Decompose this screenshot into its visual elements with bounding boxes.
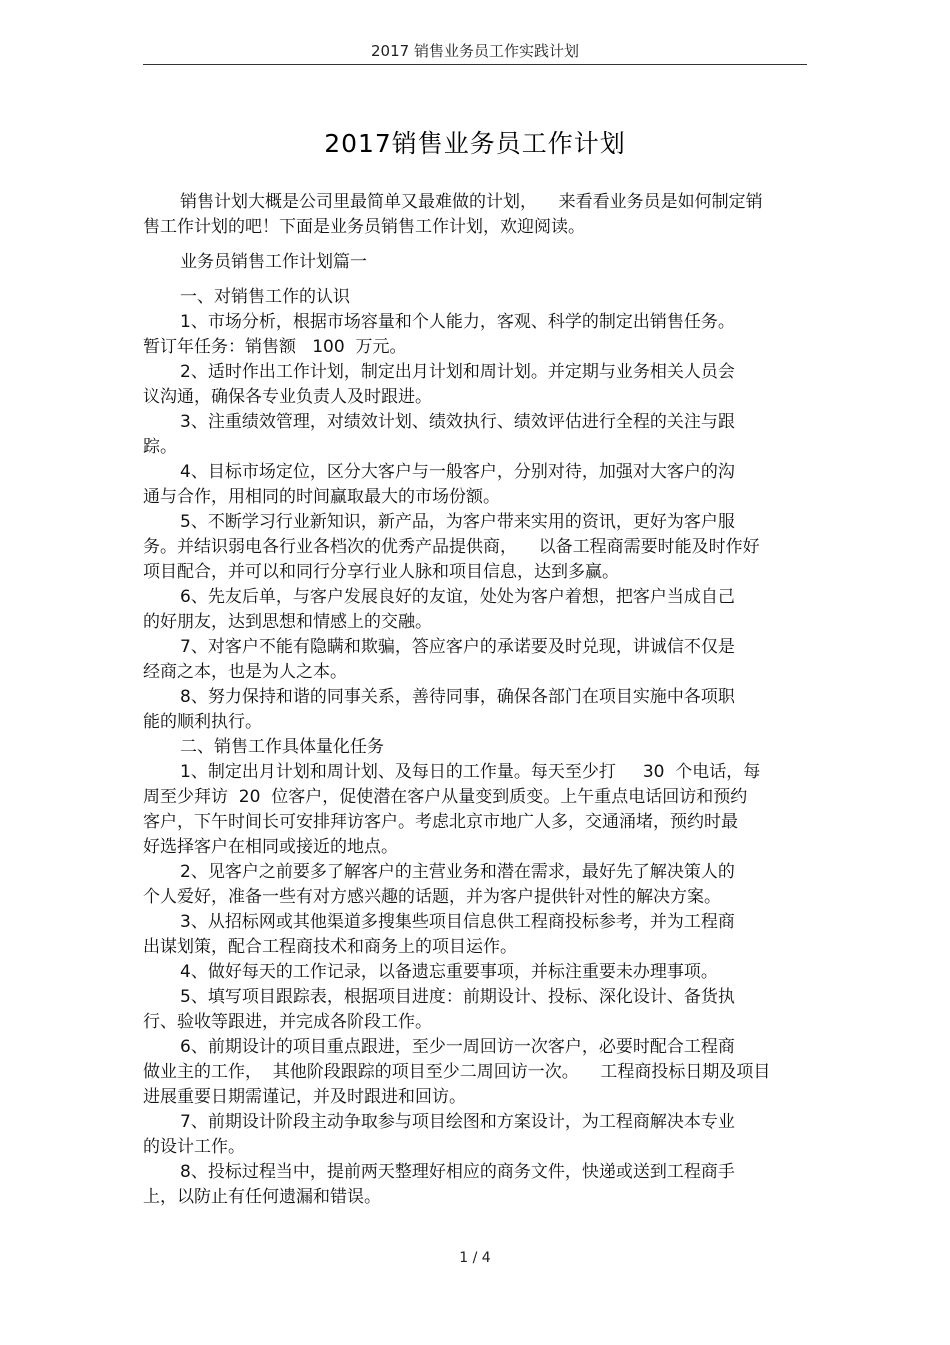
paragraph-line: 6、前期设计的项目重点跟进，至少一周回访一次客户，必要时配合工程商 (180, 1037, 735, 1057)
paragraph-line: 客户，下午时间长可安排拜访客户。考虑北京市地广人多，交通涌堵，预约时最 (143, 812, 738, 832)
paragraph-line: 8、投标过程当中，提前两天整理好相应的商务文件，快递或送到工程商手 (180, 1162, 735, 1182)
document-body (143, 190, 803, 1210)
paragraph-line: 暂订年任务：销售额 100 万元。 (143, 337, 407, 357)
paragraph-line: 7、对客户不能有隐瞒和欺骗，答应客户的承诺要及时兑现，讲诚信不仅是 (180, 637, 735, 657)
paragraph-line: 通与合作，用相同的时间赢取最大的市场份额。 (143, 487, 500, 507)
paragraph-line: 出谋划策，配合工程商技术和商务上的项目运作。 (143, 937, 517, 957)
paragraph-line: 3、注重绩效管理，对绩效计划、绩效执行、绩效评估进行全程的关注与跟 (180, 412, 735, 432)
document-title: 2017销售业务员工作计划 (324, 129, 626, 158)
section-heading: 二、销售工作具体量化任务 (180, 737, 384, 757)
paragraph-line: 进展重要日期需谨记，并及时跟进和回访。 (143, 1087, 466, 1107)
paragraph-line: 5、不断学习行业新知识，新产品，为客户带来实用的资讯，更好为客户服 (180, 512, 735, 532)
paragraph-line: 踪。 (143, 437, 177, 457)
paragraph-line: 上，以防止有任何遗漏和错误。 (143, 1187, 381, 1207)
paragraph-line: 1、市场分析，根据市场容量和个人能力，客观、科学的制定出销售任务。 (180, 312, 735, 332)
paragraph-line: 议沟通，确保各专业负责人及时跟进。 (143, 387, 432, 407)
paragraph-line: 4、目标市场定位，区分大客户与一般客户，分别对待，加强对大客户的沟 (180, 462, 735, 482)
paragraph-line: 5、填写项目跟踪表，根据项目进度：前期设计、投标、深化设计、备货执 (180, 987, 735, 1007)
paragraph-line: 3、从招标网或其他渠道多搜集些项目信息供工程商投标参考，并为工程商 (180, 912, 735, 932)
section-heading: 一、对销售工作的认识 (180, 287, 350, 307)
paragraph-line: 售工作计划的吧！下面是业务员销售工作计划，欢迎阅读。 (143, 217, 585, 237)
paragraph-line: 好选择客户在相同或接近的地点。 (143, 837, 398, 857)
section-heading: 业务员销售工作计划篇一 (180, 252, 367, 272)
paragraph-line: 的设计工作。 (143, 1137, 245, 1157)
paragraph-line: 2、见客户之前要多了解客户的主营业务和潜在需求，最好先了解决策人的 (180, 862, 735, 882)
header-divider (143, 64, 807, 65)
paragraph-line: 行、验收等跟进，并完成各阶段工作。 (143, 1012, 432, 1032)
paragraph-line: 销售计划大概是公司里最简单又最难做的计划， 来看看业务员是如何制定销 (180, 192, 763, 212)
paragraph-line: 项目配合，并可以和同行分享行业人脉和项目信息，达到多赢。 (143, 562, 619, 582)
paragraph-line: 4、做好每天的工作记录，以备遗忘重要事项，并标注重要未办理事项。 (180, 962, 718, 982)
paragraph-line: 7、前期设计阶段主动争取参与项目绘图和方案设计，为工程商解决本专业 (180, 1112, 735, 1132)
paragraph-line: 周至少拜访 20 位客户，促使潜在客户从量变到质变。上午重点电话回访和预约 (143, 787, 748, 807)
paragraph-line: 务。并结识弱电各行业各档次的优秀产品提供商， 以备工程商需要时能及时作好 (143, 537, 760, 557)
paragraph-line: 能的顺利执行。 (143, 712, 262, 732)
paragraph-line: 做业主的工作， 其他阶段跟踪的项目至少二周回访一次。 工程商投标日期及项目 (143, 1062, 771, 1082)
page-number: 1 / 4 (459, 1250, 491, 1266)
paragraph-line: 2、适时作出工作计划，制定出月计划和周计划。并定期与业务相关人员会 (180, 362, 735, 382)
running-header: 2017 销售业务员工作实践计划 (371, 42, 579, 60)
paragraph-line: 1、制定出月计划和周计划、及每日的工作量。每天至少打 30 个电话，每 (180, 762, 761, 782)
paragraph-gap (143, 240, 803, 250)
paragraph-line: 6、先友后单，与客户发展良好的友谊，处处为客户着想，把客户当成自己 (180, 587, 735, 607)
paragraph-line: 经商之本，也是为人之本。 (143, 662, 347, 682)
paragraph-line: 的好朋友，达到思想和情感上的交融。 (143, 612, 432, 632)
paragraph-gap (143, 275, 803, 285)
paragraph-line: 个人爱好，准备一些有对方感兴趣的话题，并为客户提供针对性的解决方案。 (143, 887, 721, 907)
paragraph-line: 8、努力保持和谐的同事关系，善待同事，确保各部门在项目实施中各项职 (180, 687, 735, 707)
